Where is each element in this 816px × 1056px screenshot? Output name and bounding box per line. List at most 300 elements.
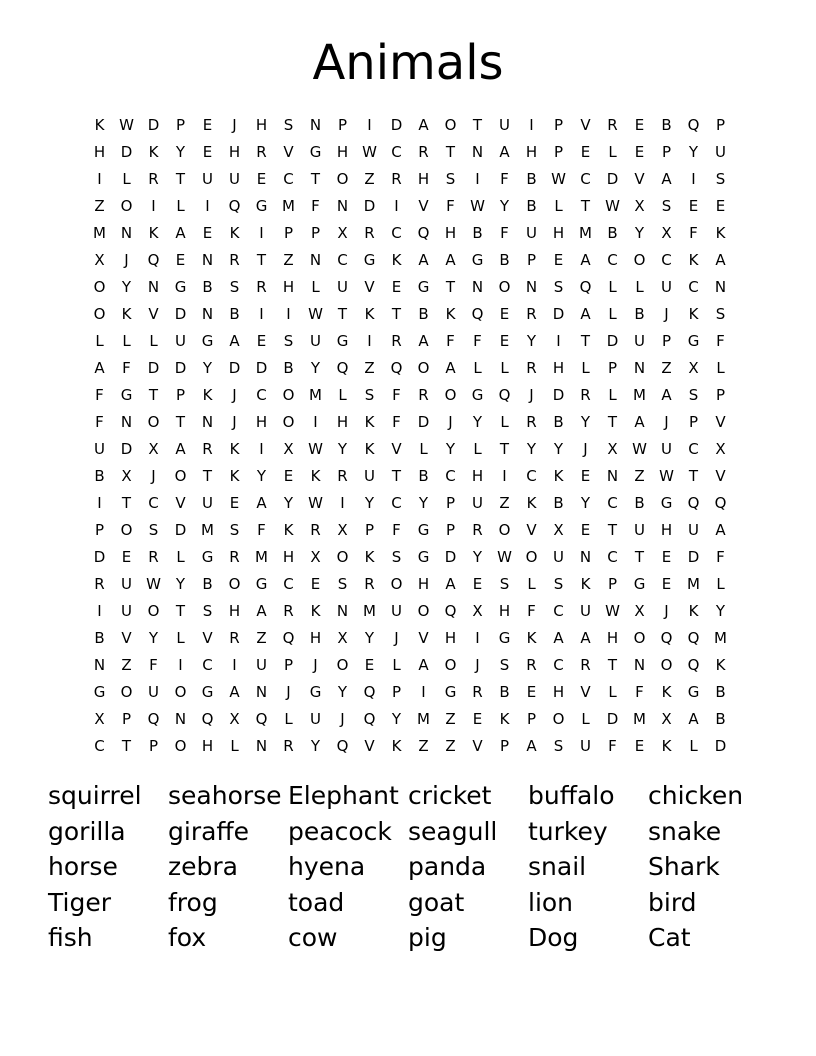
- grid-letter: T: [607, 656, 618, 674]
- grid-letter: Q: [363, 710, 376, 728]
- grid-letter: S: [499, 656, 510, 674]
- grid-letter: N: [120, 224, 133, 242]
- grid-letter: E: [688, 197, 699, 215]
- grid-letter: P: [715, 116, 726, 134]
- grid-letter: T: [688, 467, 699, 485]
- grid-letter: A: [175, 440, 186, 458]
- grid-letter: R: [526, 413, 537, 431]
- grid-letter: M: [363, 602, 376, 620]
- grid-letter: D: [174, 359, 187, 377]
- grid-letter: W: [119, 116, 134, 134]
- grid-letter: L: [500, 359, 509, 377]
- grid-letter: I: [97, 494, 102, 512]
- grid-letter: S: [337, 575, 348, 593]
- grid-letter: O: [120, 521, 133, 539]
- grid-letter: E: [256, 170, 267, 188]
- grid-letter: I: [475, 170, 480, 188]
- grid-letter: R: [364, 224, 375, 242]
- grid-letter: E: [229, 494, 240, 512]
- grid-letter: Q: [336, 737, 349, 755]
- grid-letter: Q: [687, 116, 700, 134]
- grid-letter: P: [337, 116, 348, 134]
- grid-letter: P: [175, 386, 186, 404]
- grid-letter: S: [553, 575, 564, 593]
- grid-letter: K: [202, 386, 213, 404]
- word-list-item: seagull: [408, 816, 498, 846]
- grid-letter: O: [93, 305, 106, 323]
- grid-letter: U: [634, 521, 645, 539]
- grid-letter: J: [151, 467, 156, 485]
- grid-letter: U: [337, 278, 348, 296]
- grid-letter: H: [417, 575, 430, 593]
- grid-letter: A: [634, 413, 645, 431]
- grid-letter: B: [472, 224, 483, 242]
- grid-letter: Y: [310, 737, 321, 755]
- grid-letter: E: [661, 575, 672, 593]
- grid-letter: O: [336, 548, 349, 566]
- grid-letter: G: [417, 278, 430, 296]
- word-list-item: bird: [648, 887, 697, 917]
- grid-letter: W: [362, 143, 377, 161]
- word-list-item: giraffe: [168, 816, 250, 846]
- grid-letter: L: [608, 386, 617, 404]
- word-list-item: fox: [168, 923, 207, 952]
- grid-letter: X: [337, 224, 348, 242]
- grid-letter: U: [148, 683, 159, 701]
- grid-letter: L: [392, 656, 401, 674]
- grid-letter: X: [688, 359, 699, 377]
- grid-letter: K: [310, 467, 321, 485]
- grid-letter: Q: [201, 710, 214, 728]
- grid-letter: C: [607, 548, 618, 566]
- grid-letter: B: [229, 305, 240, 323]
- grid-letter: A: [445, 575, 456, 593]
- grid-letter: N: [606, 467, 619, 485]
- grid-letter: O: [525, 548, 538, 566]
- grid-letter: V: [418, 197, 429, 215]
- grid-letter: C: [337, 251, 348, 269]
- grid-letter: Q: [228, 197, 241, 215]
- grid-letter: K: [94, 116, 105, 134]
- grid-letter: B: [715, 710, 726, 728]
- grid-letter: P: [283, 656, 294, 674]
- grid-letter: R: [94, 575, 105, 593]
- grid-letter: B: [634, 494, 645, 512]
- grid-letter: S: [499, 575, 510, 593]
- grid-letter: W: [146, 575, 161, 593]
- grid-letter: A: [256, 602, 267, 620]
- grid-letter: K: [364, 305, 375, 323]
- grid-letter: L: [635, 278, 644, 296]
- grid-letter: O: [498, 278, 511, 296]
- grid-letter: K: [364, 413, 375, 431]
- grid-letter: L: [527, 575, 536, 593]
- grid-letter: G: [336, 332, 349, 350]
- grid-letter: T: [121, 737, 132, 755]
- grid-letter: O: [444, 656, 457, 674]
- grid-letter: A: [688, 710, 699, 728]
- grid-letter: K: [283, 521, 294, 539]
- grid-letter: K: [499, 710, 510, 728]
- grid-letter: N: [147, 278, 160, 296]
- grid-letter: X: [607, 440, 618, 458]
- grid-letter: U: [121, 575, 132, 593]
- grid-letter: C: [391, 224, 402, 242]
- word-list-item: panda: [408, 852, 487, 881]
- word-list-item: Tiger: [48, 887, 111, 917]
- grid-letter: U: [256, 656, 267, 674]
- grid-letter: G: [255, 197, 268, 215]
- grid-letter: D: [606, 170, 619, 188]
- grid-letter: E: [634, 116, 645, 134]
- grid-letter: Q: [714, 494, 727, 512]
- grid-letter: V: [364, 737, 375, 755]
- grid-letter: T: [175, 170, 186, 188]
- word-list-item: peacock: [288, 816, 392, 846]
- grid-letter: K: [445, 305, 456, 323]
- grid-letter: A: [256, 494, 267, 512]
- grid-letter: A: [418, 116, 429, 134]
- grid-letter: F: [716, 332, 725, 350]
- grid-letter: P: [94, 521, 105, 539]
- grid-letter: X: [661, 224, 672, 242]
- word-list-item: squirrel: [48, 781, 142, 810]
- grid-letter: U: [202, 494, 213, 512]
- grid-letter: N: [201, 251, 214, 269]
- grid-letter: F: [500, 170, 509, 188]
- grid-letter: T: [175, 602, 186, 620]
- grid-letter: L: [338, 386, 347, 404]
- grid-letter: V: [175, 494, 186, 512]
- grid-letter: I: [178, 656, 183, 674]
- grid-letter: K: [688, 305, 699, 323]
- grid-letter: E: [580, 521, 591, 539]
- grid-letter: X: [553, 521, 564, 539]
- grid-letter: V: [715, 413, 726, 431]
- grid-letter: L: [473, 440, 482, 458]
- grid-letter: C: [391, 494, 402, 512]
- grid-letter: O: [390, 575, 403, 593]
- grid-letter: P: [310, 224, 321, 242]
- grid-letter: X: [121, 467, 132, 485]
- grid-letter: R: [580, 386, 591, 404]
- grid-letter: G: [120, 386, 133, 404]
- grid-letter: W: [659, 467, 674, 485]
- grid-letter: U: [580, 602, 591, 620]
- grid-letter: H: [282, 548, 295, 566]
- grid-letter: A: [229, 332, 240, 350]
- grid-letter: E: [202, 116, 213, 134]
- grid-letter: T: [121, 494, 132, 512]
- grid-letter: L: [581, 710, 590, 728]
- grid-letter: E: [202, 224, 213, 242]
- word-list-item: chicken: [648, 781, 744, 810]
- word-list-item: horse: [48, 852, 118, 881]
- grid-letter: U: [229, 170, 240, 188]
- grid-letter: Y: [472, 548, 483, 566]
- grid-letter: N: [471, 278, 484, 296]
- grid-letter: L: [500, 413, 509, 431]
- grid-letter: E: [634, 737, 645, 755]
- grid-letter: R: [256, 143, 267, 161]
- word-list-item: Elephant: [288, 781, 399, 810]
- grid-letter: B: [94, 629, 105, 647]
- grid-letter: B: [283, 359, 294, 377]
- grid-letter: H: [471, 467, 484, 485]
- grid-letter: B: [202, 575, 213, 593]
- grid-letter: I: [259, 224, 264, 242]
- grid-letter: K: [553, 467, 564, 485]
- grid-letter: R: [526, 305, 537, 323]
- grid-letter: A: [229, 683, 240, 701]
- grid-letter: N: [336, 602, 349, 620]
- grid-letter: Y: [526, 332, 537, 350]
- grid-letter: N: [714, 278, 727, 296]
- grid-letter: D: [174, 521, 187, 539]
- grid-letter: D: [714, 737, 727, 755]
- word-list-item: zebra: [168, 852, 238, 881]
- grid-letter: E: [472, 710, 483, 728]
- word-list-item: turkey: [528, 816, 608, 846]
- grid-letter: A: [580, 305, 591, 323]
- grid-letter: L: [284, 710, 293, 728]
- grid-letter: G: [660, 494, 673, 512]
- grid-letter: V: [526, 521, 537, 539]
- grid-letter: K: [391, 737, 402, 755]
- grid-letter: H: [282, 278, 295, 296]
- grid-letter: N: [309, 116, 322, 134]
- grid-letter: R: [472, 521, 483, 539]
- grid-letter: A: [418, 251, 429, 269]
- grid-letter: C: [553, 602, 564, 620]
- grid-letter: K: [229, 467, 240, 485]
- grid-letter: V: [580, 116, 591, 134]
- grid-letter: Y: [472, 413, 483, 431]
- word-list-item: Cat: [648, 923, 691, 952]
- grid-letter: X: [148, 440, 159, 458]
- grid-letter: K: [148, 224, 159, 242]
- grid-letter: E: [364, 656, 375, 674]
- grid-letter: L: [716, 359, 725, 377]
- grid-letter: G: [444, 683, 457, 701]
- word-list-item: pig: [408, 923, 447, 952]
- grid-letter: F: [446, 197, 455, 215]
- grid-letter: H: [552, 359, 565, 377]
- grid-letter: H: [417, 170, 430, 188]
- grid-letter: O: [633, 251, 646, 269]
- word-list-item: goat: [408, 887, 465, 917]
- grid-letter: Z: [418, 737, 429, 755]
- grid-letter: Z: [634, 467, 645, 485]
- grid-letter: V: [715, 467, 726, 485]
- grid-letter: I: [556, 332, 561, 350]
- grid-letter: R: [526, 359, 537, 377]
- grid-letter: G: [417, 548, 430, 566]
- grid-letter: F: [716, 548, 725, 566]
- grid-letter: B: [553, 494, 564, 512]
- grid-letter: D: [417, 413, 430, 431]
- grid-letter: Z: [121, 656, 132, 674]
- grid-letter: G: [471, 386, 484, 404]
- grid-letter: M: [633, 386, 646, 404]
- grid-letter: P: [715, 386, 726, 404]
- grid-letter: I: [367, 116, 372, 134]
- grid-letter: S: [364, 386, 375, 404]
- grid-letter: X: [661, 710, 672, 728]
- grid-letter: Q: [687, 656, 700, 674]
- grid-letter: Z: [364, 170, 375, 188]
- grid-letter: Q: [417, 224, 430, 242]
- grid-letter: W: [551, 170, 566, 188]
- grid-letter: X: [229, 710, 240, 728]
- grid-letter: H: [660, 521, 673, 539]
- grid-letter: U: [526, 224, 537, 242]
- grid-letter: W: [308, 440, 323, 458]
- grid-letter: H: [336, 143, 349, 161]
- word-list-item: lion: [528, 887, 574, 917]
- grid-letter: S: [148, 521, 159, 539]
- grid-letter: J: [232, 386, 237, 404]
- grid-letter: N: [336, 197, 349, 215]
- grid-letter: Q: [471, 305, 484, 323]
- grid-letter: K: [229, 224, 240, 242]
- grid-letter: F: [392, 386, 401, 404]
- grid-letter: I: [691, 170, 696, 188]
- grid-letter: R: [283, 602, 294, 620]
- grid-letter: X: [634, 602, 645, 620]
- grid-letter: Y: [499, 197, 510, 215]
- grid-letter: N: [201, 305, 214, 323]
- grid-letter: B: [607, 224, 618, 242]
- grid-letter: W: [605, 197, 620, 215]
- grid-letter: U: [499, 116, 510, 134]
- grid-letter: D: [147, 359, 160, 377]
- grid-letter: G: [633, 575, 646, 593]
- grid-letter: J: [448, 413, 453, 431]
- grid-letter: D: [687, 548, 700, 566]
- word-list-item: Dog: [528, 923, 579, 952]
- grid-letter: E: [472, 575, 483, 593]
- grid-letter: B: [526, 170, 537, 188]
- grid-letter: Z: [94, 197, 105, 215]
- grid-letter: O: [147, 413, 160, 431]
- grid-letter: G: [309, 683, 322, 701]
- grid-letter: L: [608, 683, 617, 701]
- word-list-item: gorilla: [48, 816, 126, 846]
- grid-letter: R: [229, 251, 240, 269]
- grid-letter: P: [526, 710, 537, 728]
- grid-letter: S: [445, 170, 456, 188]
- grid-letter: P: [283, 224, 294, 242]
- grid-letter: T: [202, 467, 213, 485]
- grid-letter: E: [634, 143, 645, 161]
- grid-letter: R: [418, 143, 429, 161]
- grid-letter: L: [95, 332, 104, 350]
- grid-letter: Q: [147, 710, 160, 728]
- grid-letter: T: [445, 143, 456, 161]
- grid-letter: I: [367, 332, 372, 350]
- grid-letter: I: [259, 440, 264, 458]
- grid-letter: F: [392, 521, 401, 539]
- grid-letter: H: [309, 629, 322, 647]
- grid-letter: E: [310, 575, 321, 593]
- grid-letter: G: [471, 251, 484, 269]
- grid-letter: T: [607, 413, 618, 431]
- grid-letter: B: [634, 305, 645, 323]
- grid-letter: H: [552, 224, 565, 242]
- grid-letter: F: [95, 413, 104, 431]
- grid-letter: L: [311, 278, 320, 296]
- grid-letter: S: [688, 386, 699, 404]
- grid-letter: D: [147, 116, 160, 134]
- grid-letter: D: [552, 386, 565, 404]
- grid-letter: S: [229, 278, 240, 296]
- grid-letter: T: [175, 413, 186, 431]
- grid-letter: C: [580, 170, 591, 188]
- word-list-item: frog: [168, 887, 218, 917]
- grid-letter: L: [419, 440, 428, 458]
- grid-letter: Y: [310, 359, 321, 377]
- grid-letter: U: [121, 602, 132, 620]
- grid-letter: M: [282, 197, 295, 215]
- word-list-item: toad: [288, 887, 345, 917]
- grid-letter: V: [148, 305, 159, 323]
- grid-letter: D: [120, 143, 133, 161]
- grid-letter: K: [661, 683, 672, 701]
- grid-letter: G: [363, 251, 376, 269]
- grid-letter: G: [93, 683, 106, 701]
- grid-letter: O: [120, 683, 133, 701]
- grid-letter: V: [418, 629, 429, 647]
- grid-letter: Z: [256, 629, 267, 647]
- grid-letter: K: [661, 737, 672, 755]
- word-list-item: Shark: [648, 852, 720, 881]
- grid-letter: Z: [364, 359, 375, 377]
- grid-letter: L: [716, 575, 725, 593]
- grid-letter: S: [715, 305, 726, 323]
- grid-letter: H: [93, 143, 106, 161]
- grid-letter: T: [580, 332, 591, 350]
- grid-letter: D: [174, 305, 187, 323]
- grid-letter: H: [498, 602, 511, 620]
- grid-letter: N: [174, 710, 187, 728]
- grid-letter: O: [417, 602, 430, 620]
- grid-letter: Z: [661, 359, 672, 377]
- grid-letter: L: [608, 278, 617, 296]
- grid-letter: U: [553, 548, 564, 566]
- grid-letter: H: [606, 629, 619, 647]
- grid-letter: Y: [175, 143, 186, 161]
- grid-letter: W: [470, 197, 485, 215]
- grid-letter: E: [175, 251, 186, 269]
- grid-letter: A: [175, 224, 186, 242]
- grid-letter: Y: [364, 494, 375, 512]
- grid-letter: P: [607, 359, 618, 377]
- grid-letter: H: [336, 413, 349, 431]
- grid-letter: P: [553, 116, 564, 134]
- grid-letter: V: [634, 170, 645, 188]
- grid-letter: P: [121, 710, 132, 728]
- grid-letter: O: [336, 170, 349, 188]
- grid-letter: W: [308, 494, 323, 512]
- grid-letter: M: [579, 224, 592, 242]
- grid-letter: E: [661, 548, 672, 566]
- grid-letter: L: [122, 332, 131, 350]
- grid-letter: U: [715, 143, 726, 161]
- grid-letter: D: [444, 548, 457, 566]
- word-list-item: snail: [528, 852, 587, 881]
- grid-letter: H: [255, 413, 268, 431]
